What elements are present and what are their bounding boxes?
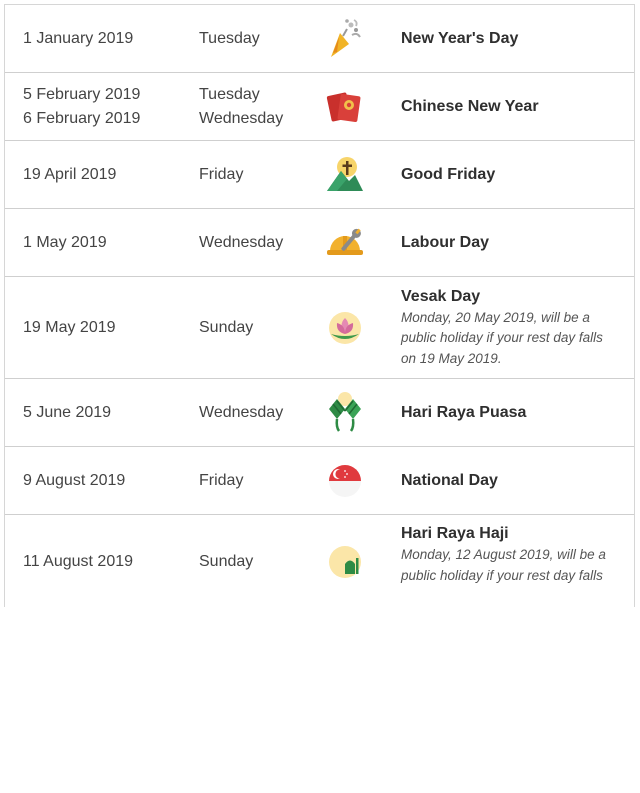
day-text: Sunday xyxy=(199,553,254,570)
day-text: Tuesday xyxy=(199,85,260,103)
date-text: 19 April 2019 xyxy=(23,165,117,183)
date-cell xyxy=(23,209,193,276)
holiday-cell xyxy=(401,447,620,514)
ketupat-icon xyxy=(321,379,369,446)
holiday-name: Good Friday xyxy=(401,165,496,183)
day-text: Tuesday xyxy=(199,29,260,47)
holiday-cell xyxy=(401,73,620,140)
date-cell xyxy=(23,141,193,208)
holiday-cell xyxy=(401,141,620,208)
date-text: 5 February 2019 xyxy=(23,85,141,103)
holiday-name: National Day xyxy=(401,471,498,489)
party-popper-icon xyxy=(321,5,369,72)
date-cell xyxy=(23,515,193,607)
day-text: Sunday xyxy=(199,318,254,336)
holiday-name: Chinese New Year xyxy=(401,97,539,115)
hill-cross-icon xyxy=(321,141,369,208)
day-cell xyxy=(199,141,319,208)
holiday-name: Labour Day xyxy=(401,233,490,251)
table-row xyxy=(5,209,634,277)
date-text: 1 May 2019 xyxy=(23,233,107,251)
date-text: 19 May 2019 xyxy=(23,318,116,336)
day-text: Wednesday xyxy=(199,403,284,421)
date-cell xyxy=(23,447,193,514)
singapore-flag-icon xyxy=(321,447,369,514)
holiday-cell xyxy=(401,277,620,378)
table-row xyxy=(5,515,634,607)
date-text: 11 August 2019 xyxy=(23,553,134,570)
day-cell xyxy=(199,5,319,72)
holiday-cell xyxy=(401,515,620,607)
day-cell xyxy=(199,209,319,276)
lotus-icon xyxy=(321,277,369,378)
day-cell xyxy=(199,277,319,378)
holiday-cell xyxy=(401,379,620,446)
day-text: Wednesday xyxy=(199,233,284,251)
mosque-crescent-icon xyxy=(321,515,369,607)
holiday-cell xyxy=(401,209,620,276)
day-cell xyxy=(199,379,319,446)
holiday-name: Hari Raya Puasa xyxy=(401,403,527,421)
public-holidays-table xyxy=(4,4,635,607)
blank-area xyxy=(0,607,640,793)
date-text: 9 August 2019 xyxy=(23,471,126,489)
table-row xyxy=(5,447,634,515)
holiday-name: Vesak Day xyxy=(401,287,481,305)
table-row xyxy=(5,141,634,209)
holiday-note: Monday, 12 August 2019, will be a public holiday if your rest day falls xyxy=(401,547,606,583)
hard-hat-wrench-icon xyxy=(321,209,369,276)
date-cell xyxy=(23,379,193,446)
table-row xyxy=(5,379,634,447)
holiday-name: Hari Raya Haji xyxy=(401,525,509,542)
holiday-cell xyxy=(401,5,620,72)
date-text: 6 February 2019 xyxy=(23,109,141,127)
red-packet-icon xyxy=(321,73,369,140)
holiday-name: New Year's Day xyxy=(401,29,519,47)
holiday-note: Monday, 20 May 2019, will be a public holiday if your rest day falls on 19 May 2019. xyxy=(401,309,603,366)
day-cell xyxy=(199,73,319,140)
day-text: Friday xyxy=(199,471,244,489)
date-cell xyxy=(23,73,193,140)
date-cell xyxy=(23,277,193,378)
date-text: 5 June 2019 xyxy=(23,403,112,421)
table-row xyxy=(5,73,634,141)
date-text: 1 January 2019 xyxy=(23,29,134,47)
day-text: Friday xyxy=(199,165,244,183)
day-cell xyxy=(199,447,319,514)
day-text: Wednesday xyxy=(199,109,284,127)
table-row xyxy=(5,5,634,73)
date-cell xyxy=(23,5,193,72)
table-row xyxy=(5,277,634,379)
day-cell xyxy=(199,515,319,607)
